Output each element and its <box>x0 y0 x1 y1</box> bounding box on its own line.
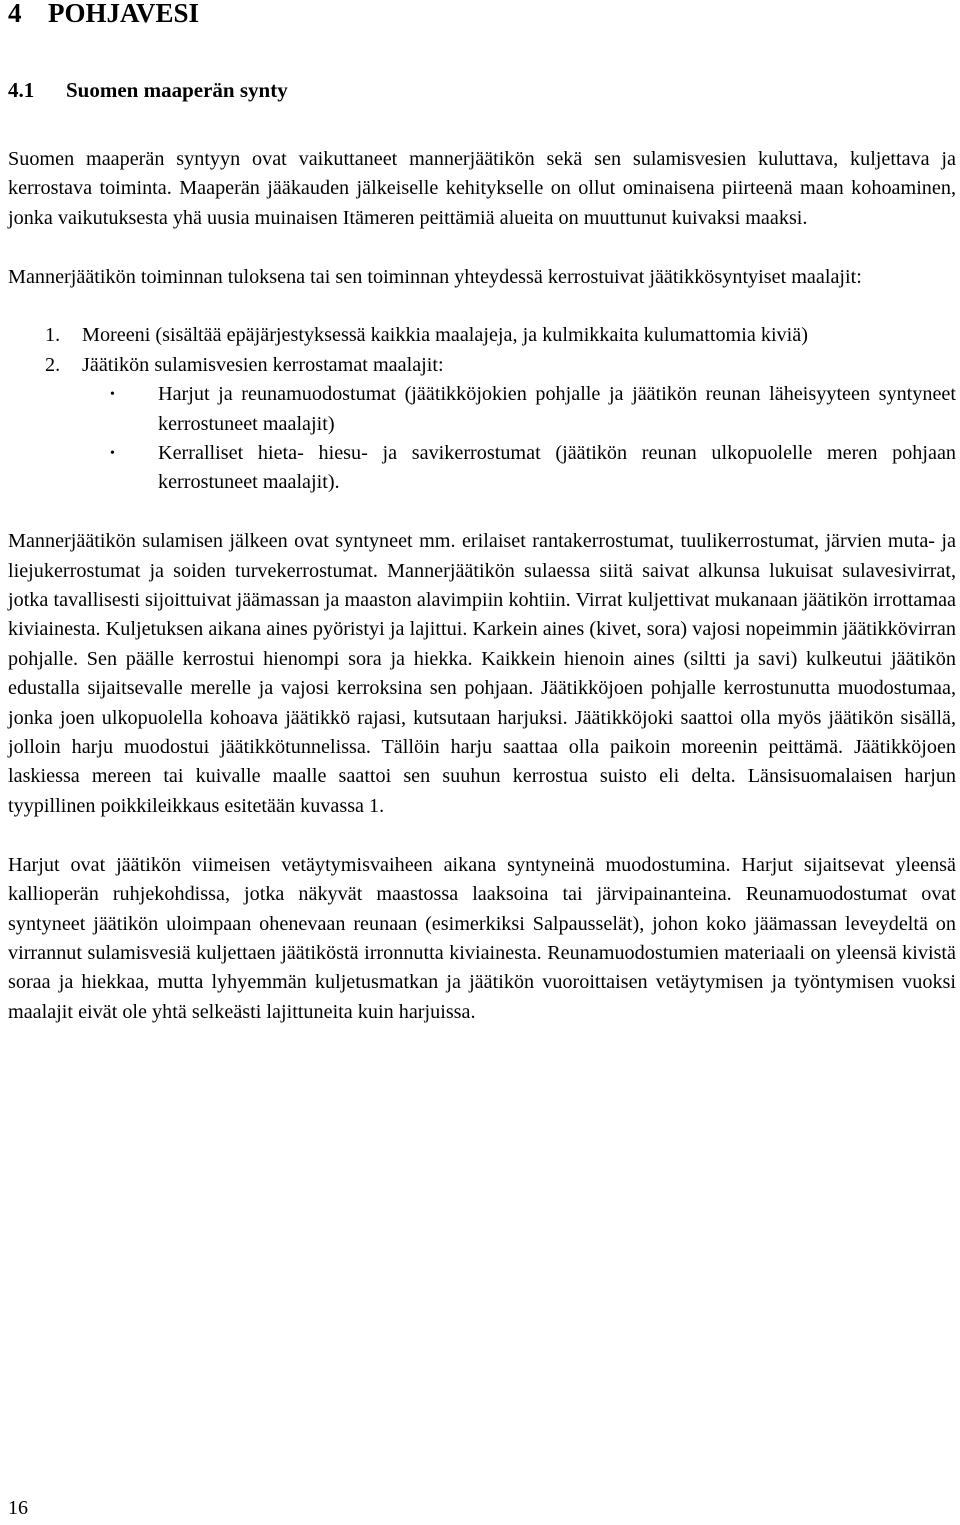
paragraph-meltwater: Mannerjäätikön sulamisen jälkeen ovat syntyneet mm. erilaiset rantakerrostumat, tuulikerrostumat, järvien muta- ja liejukerrostumat ja soiden turvekerrostumat. Mannerjäätikön sulaessa siitä saivat alkunsa lukuisat sulavesivirrat, jotka tavallisesti sijoittuivat jäämassan ja maaston alavimpiin kohtiin. Virrat kuljettivat mukanaan jäätikön irrottamaa kiviainesta. Kuljetuksen aikana aines pyöristyi ja lajittui. Karkein aines (kivet, sora) vajosi nopeimmin jäätikkövirran pohjalle. Sen päälle kerrostui hienompi sora ja hiekka. Kaikkein hienoin aines (siltti ja savi) kulkeutui jäätikön edustalla sijaitsevalle merelle ja vajosi kerroksina sen pohjaan. Jäätikköjoen pohjalle kerrostunutta muodostumaa, jonka joen ulkopuolella kohoava jäätikkö rajasi, kutsutaan harjuksi. Jäätikköjoki saattoi olla myös jäätikön sisällä, jolloin harju muodostui jäätikkötunnelissa. Tällöin harju saattaa olla paikoin moreenin peittämä. Jäätikköjoen laskiessa mereen tai kuivalle maalle saattoi sen suuhun kerrostua suisto eli delta. Länsisuomalaisen harjun tyypillinen poikkileikkaus esitetään kuvassa 1. <box>8 530 956 817</box>
chapter-number: 4 <box>8 0 22 28</box>
section-heading <box>8 78 288 102</box>
bullet-list <box>8 380 956 498</box>
bullet-item <box>82 439 956 498</box>
paragraph-deposits: Mannerjäätikön toiminnan tuloksena tai sen toiminnan yhteydessä kerrostuivat jäätikkösyntyiset maalajit: <box>8 265 862 288</box>
list-marker: 2. <box>45 353 61 376</box>
numbered-list <box>8 321 956 380</box>
bullet-icon: • <box>110 446 115 462</box>
bullet-item <box>82 380 956 439</box>
list-item-text: Moreeni (sisältää epäjärjestyksessä kaikkia maalajeja, ja kulmikkaita kulumattomia kiviä) <box>82 324 808 347</box>
list-item-text: Jäätikön sulamisvesien kerrostamat maalajit: <box>82 353 444 376</box>
chapter-heading <box>8 0 199 27</box>
list-item <box>8 351 956 380</box>
list-marker: 1. <box>45 324 61 347</box>
paragraph-eskers: Harjut ovat jäätikön viimeisen vetäytymisvaiheen aikana syntyneinä muodostumina. Harjut sijaitsevat yleensä kallioperän ruhjekohdissa, jotka näkyvät maastossa laaksoina tai järvipainanteina. Reunamuodostumat ovat syntyneet jäätikön uloimpaan ohenevaan reunaan (esimerkiksi Salpausselät), johon koko jäämassan leveydeltä on virrannut sulamisvesiä kuljettaen jäätiköstä irronnutta kiviainesta. Reunamuodostumien materiaali on yleensä kivistä soraa ja hiekkaa, mutta lyhyemmän kuljetusmatkan ja jäätikön vuoroittaisen vetäytymisen ja työntymisen vuoksi maalajit eivät ole yhtä selkeästi lajittuneita kuin harjuissa. <box>8 853 956 1023</box>
chapter-title: POHJAVESI <box>48 0 200 28</box>
section-title: Suomen maaperän synty <box>66 78 288 102</box>
list-item <box>8 321 956 350</box>
page-number: 16 <box>8 1497 28 1519</box>
body-text <box>8 145 956 1027</box>
bullet-item-text: Harjut ja reunamuodostumat (jäätikköjokien pohjalle ja jäätikön reunan läheisyyteen syntyneet kerrostuneet maalajit) <box>158 383 956 435</box>
paragraph-intro: Suomen maaperän syntyyn ovat vaikuttaneet mannerjäätikön sekä sen sulamisvesien kuluttava, kuljettava ja kerrostava toiminta. Maaperän jääkauden jälkeiselle kehitykselle on ollut ominaisena piirteenä maan kohoaminen, jonka vaikutuksesta yhä uusia muinaisen Itämeren peittämiä alueita on muuttunut kuivaksi maaksi. <box>8 148 956 229</box>
bullet-item-text: Kerralliset hieta- hiesu- ja savikerrostumat (jäätikön reunan ulkopuolelle meren pohjaan kerrostuneet maalajit). <box>158 442 956 494</box>
section-number: 4.1 <box>8 78 35 102</box>
bullet-icon: • <box>110 387 115 403</box>
